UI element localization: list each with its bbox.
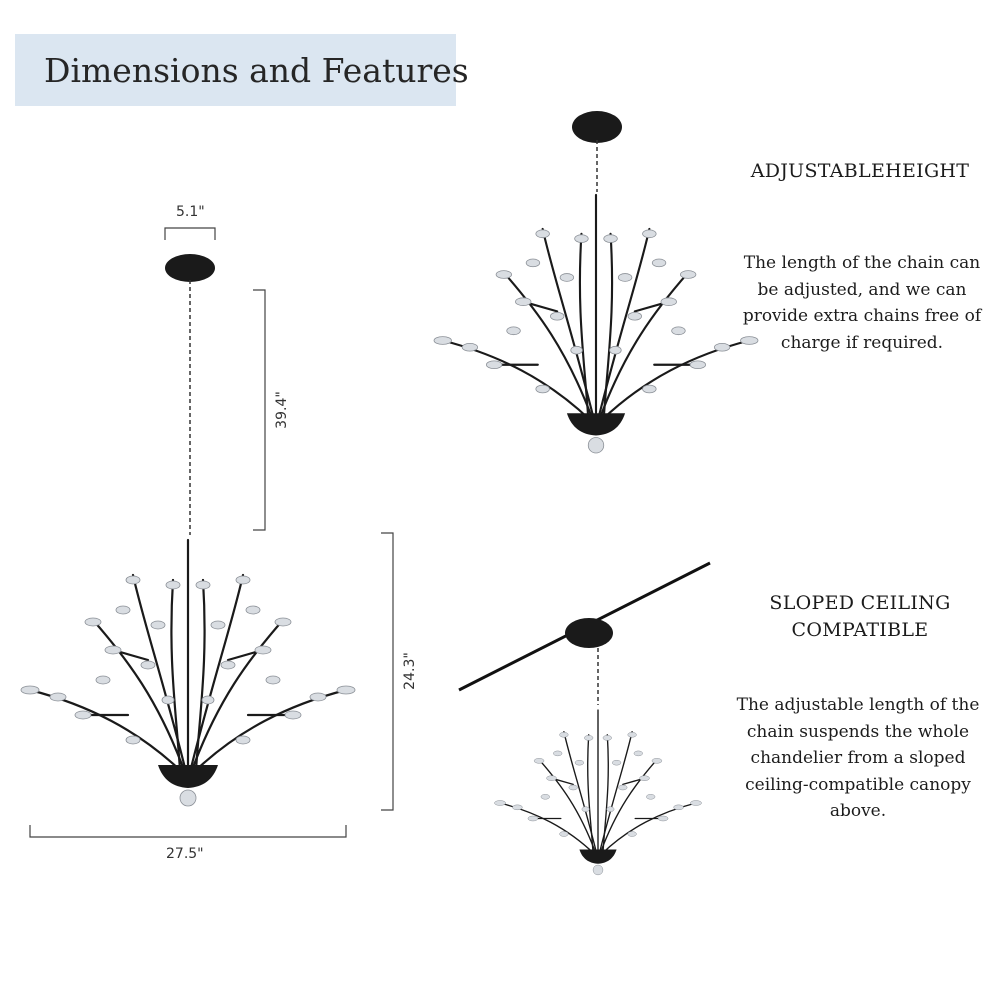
canopy-width-label: 5.1" bbox=[176, 204, 205, 220]
feature-description-adjustable-height: The length of the chain can be adjusted, and we can provide extra chains free of charge if required. bbox=[742, 253, 982, 353]
feature-heading-adjustable-height: ADJUSTABLEHEIGHT bbox=[750, 160, 970, 182]
feature-description-sloped-ceiling: The adjustable length of the chain suspends the whole chandelier from a sloped ceiling-compatible canopy above. bbox=[736, 695, 980, 822]
body-height-label: 24.3" bbox=[402, 652, 418, 690]
body-width-label: 27.5" bbox=[166, 846, 204, 862]
feature-heading-sloped-ceiling: SLOPED CEILING COMPATIBLE bbox=[769, 592, 951, 641]
page-title: Dimensions and Features bbox=[15, 34, 456, 106]
chain-length-label: 39.4" bbox=[274, 391, 290, 429]
